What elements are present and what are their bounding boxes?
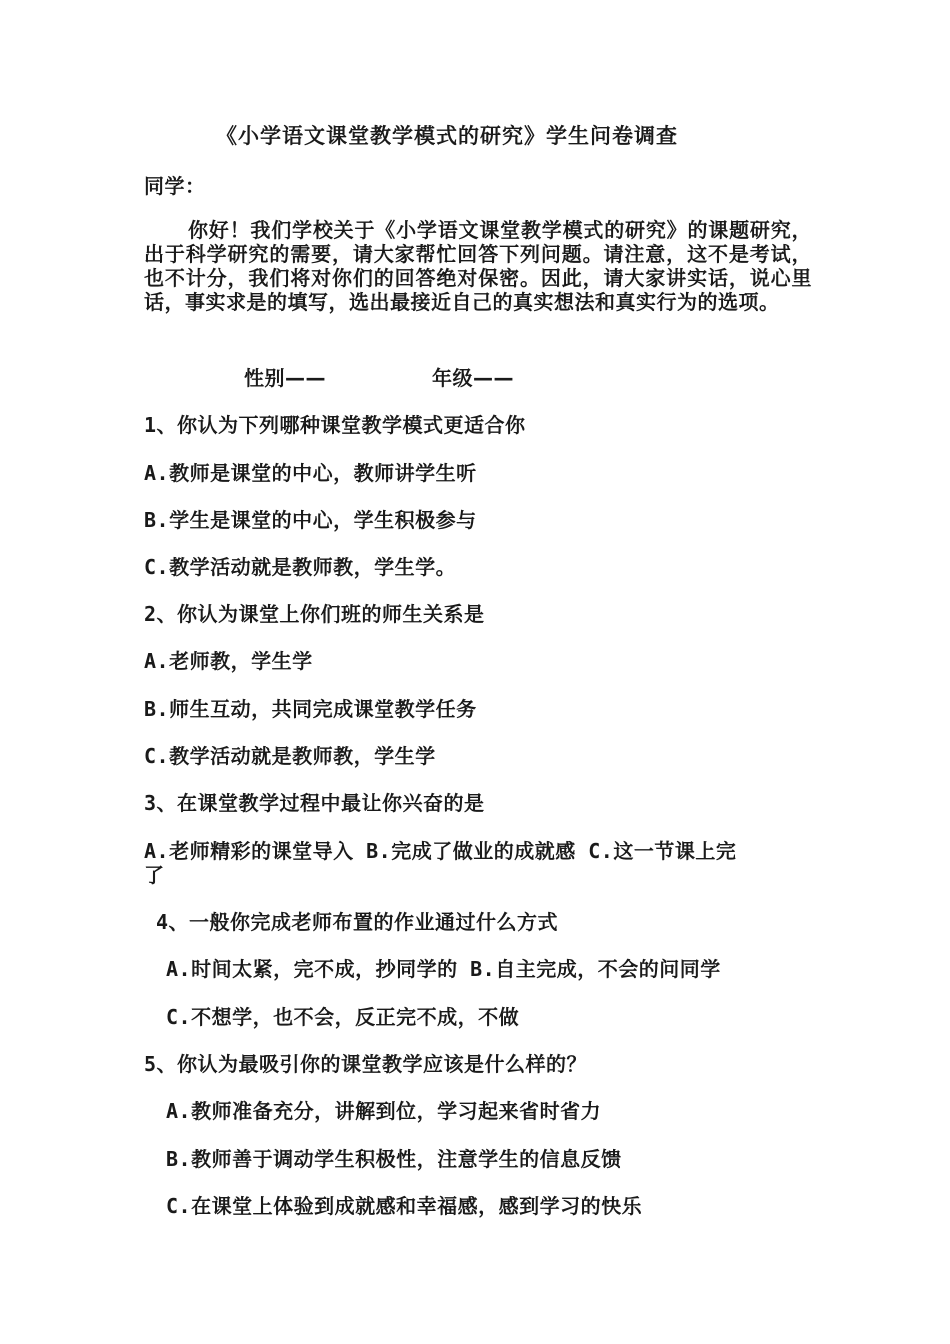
page-title: 《小学语文课堂教学模式的研究》学生问卷调查 [216,124,678,148]
gender-field: 性别—— [244,366,326,390]
question-5-option-c: C.在课堂上体验到成就感和幸福感，感到学习的快乐 [166,1194,643,1218]
question-3: 3、在课堂教学过程中最让你兴奋的是 [144,791,485,815]
question-5: 5、你认为最吸引你的课堂教学应该是什么样的？ [144,1052,588,1076]
question-1-option-c: C.教学活动就是教师教，学生学。 [144,555,457,579]
question-3-options: A.老师精彩的课堂导入 B.完成了做业的成就感 C.这一节课上完 [144,839,737,863]
question-4-option-c: C.不想学，也不会，反正完不成，不做 [166,1005,520,1029]
question-2-option-a: A.老师教，学生学 [144,649,313,673]
question-3-options-wrap: 了 [144,863,165,887]
question-4-options-ab: A.时间太紧，完不成，抄同学的 B.自主完成，不会的问同学 [166,957,721,981]
question-1-option-b: B.学生是课堂的中心，学生积极参与 [144,508,477,532]
question-4: 4、一般你完成老师布置的作业通过什么方式 [156,910,559,934]
question-2-option-b: B.师生互动，共同完成课堂教学任务 [144,697,477,721]
question-1: 1、你认为下列哪种课堂教学模式更适合你 [144,413,526,437]
question-2-option-c: C.教学活动就是教师教，学生学 [144,744,436,768]
question-2: 2、你认为课堂上你们班的师生关系是 [144,602,485,626]
question-1-option-a: A.教师是课堂的中心，教师讲学生听 [144,461,477,485]
grade-field: 年级—— [432,366,514,390]
greeting: 同学： [144,174,206,198]
question-5-option-a: A.教师准备充分，讲解到位，学习起来省时省力 [166,1099,602,1123]
question-5-option-b: B.教师善于调动学生积极性，注意学生的信息反馈 [166,1147,622,1171]
intro-paragraph: 你好！我们学校关于《小学语文课堂教学模式的研究》的课题研究，出于科学研究的需要，请大家帮忙回答下列问题。请注意，这不是考试，也不计分，我们将对你们的回答绝对保密。因此，请大家讲实话，说心里话，事实求是的填写，选出最接近自己的真实想法和真实行为的选项。 [144,218,812,314]
